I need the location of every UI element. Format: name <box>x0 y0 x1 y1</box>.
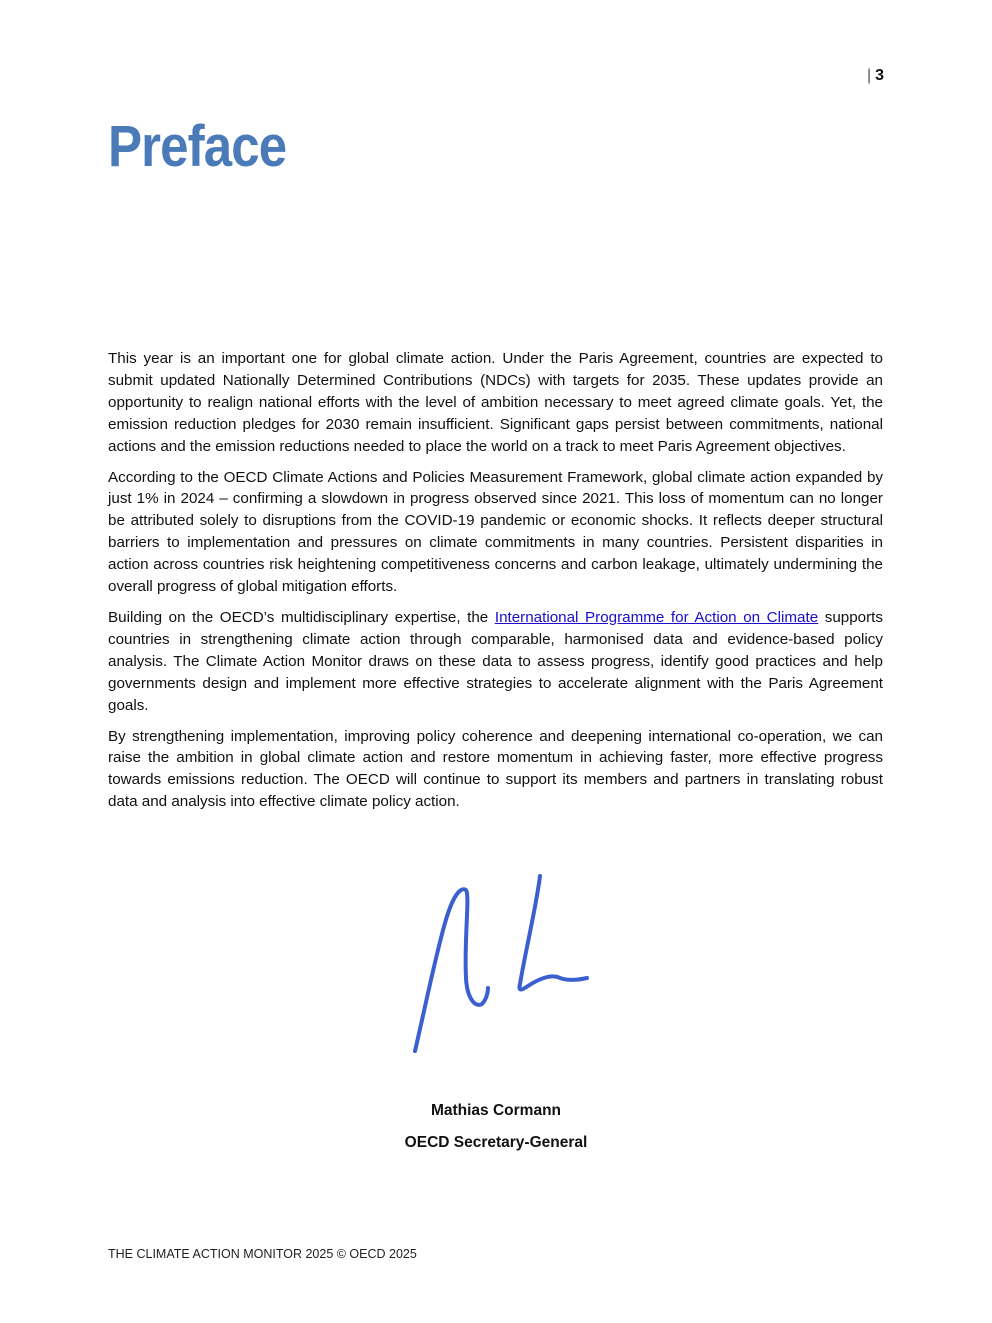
page-separator: | <box>866 67 872 84</box>
signature-stroke-1 <box>415 889 488 1051</box>
page-number-value: 3 <box>875 67 884 84</box>
footer-copyright: THE CLIMATE ACTION MONITOR 2025 © OECD 2025 <box>108 1247 417 1261</box>
paragraph-1: This year is an important one for global climate action. Under the Paris Agreement, countries are expected to submit updated Nationally Determined Contributions (NDCs) with targets for 2035. These updates provide an opportunity to realign national efforts with the level of ambition necessary to meet agreed climate goals. Yet, the emission reduction pledges for 2030 remain insufficient. Significant gaps persist between commitments, national actions and the emission reductions needed to place the world on a track to meet Paris Agreement objectives. <box>108 350 883 455</box>
paragraph-2: According to the OECD Climate Actions and Policies Measurement Framework, global climate action expanded by just 1% in 2024 – confirming a slowdown in progress observed since 2021. This loss of momentum can no longer be attributed solely to disruptions from the COVID-19 pandemic or economic shocks. It reflects deeper structural barriers to implementation and pressures on climate commitments in many countries. Persistent disparities in action across countries risk heightening competitiveness concerns and carbon leakage, ultimately undermining the overall progress of global mitigation efforts. <box>108 468 883 596</box>
paragraph-3-rest: supports countries in strengthening climate action through comparable, harmonised data and evidence-based policy analysis. The Climate Action Monitor draws on these data to assess progress, identify good practices and help governments design and implement more effective strategies to accelerate alignment with the Paris Agreement goals. <box>108 608 883 714</box>
ipac-link[interactable]: International Programme for Action on Climate <box>494 608 819 626</box>
page-number <box>867 66 884 86</box>
preface-body <box>108 348 883 822</box>
page-title: Preface <box>108 114 287 179</box>
signer-role: OECD Secretary-General <box>404 1134 588 1151</box>
paragraph-3 <box>108 607 883 717</box>
signature-stroke-2 <box>519 876 587 990</box>
paragraph-3-intro: Building on the OECD’s multidisciplinary expertise, the <box>108 608 495 626</box>
paragraph-4: By strengthening implementation, improving policy coherence and deepening international co-operation, we can raise the ambition in global climate action and restore momentum in achieving faster, more effective progress towards emissions reduction. The OECD will continue to support its members and partners in translating robust data and analysis into effective climate policy action. <box>108 727 883 811</box>
signer-name: Mathias Cormann <box>430 1102 562 1119</box>
signature-image <box>400 868 600 1058</box>
